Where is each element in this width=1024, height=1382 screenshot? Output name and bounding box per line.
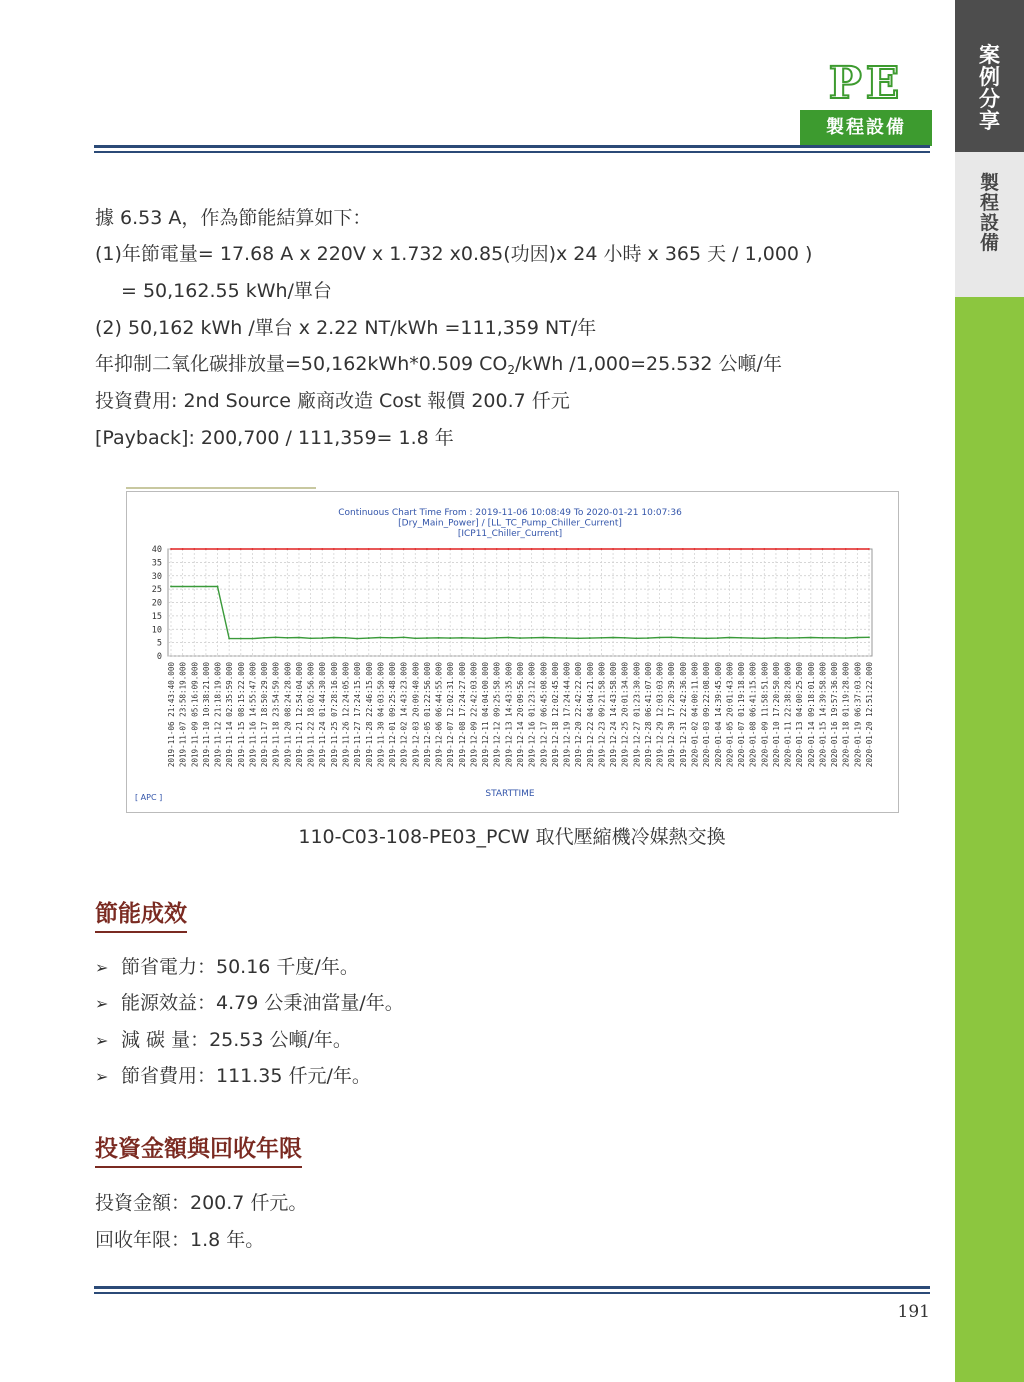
data-point	[566, 548, 568, 550]
data-point	[752, 637, 754, 639]
list-item: ➢ 節省電力：50.16 千度/年。	[95, 956, 359, 978]
data-point	[554, 637, 556, 639]
chart-title: Continuous Chart Time From : 2019-11-06 10:08:49 To 2020-01-21 10:07:36	[338, 508, 682, 518]
chart-caption: 110-C03-108-PE03_PCW 取代壓縮機冷媒熱交換	[298, 826, 726, 848]
data-point	[449, 548, 451, 550]
body-line-4: (2) 50,162 kWh /單台 x 2.22 NT/kWh =111,359 NT/年	[95, 317, 597, 339]
y-tick-label: 5	[156, 638, 162, 649]
data-point	[856, 548, 858, 550]
data-point	[694, 548, 696, 550]
x-tick-label: 2020-01-05 20:01:43.000	[725, 662, 735, 768]
x-tick-label: 2019-12-16 01:23:12.000	[527, 662, 537, 768]
data-point	[542, 637, 544, 639]
data-point	[670, 636, 672, 638]
x-tick-label: 2019-11-12 21:18:19.000	[213, 662, 223, 768]
x-tick-label: 2020-01-13 04:00:25.000	[795, 662, 805, 768]
data-point	[612, 637, 614, 639]
list-item: ➢ 減 碳 量：25.53 公噸/年。	[95, 1029, 352, 1051]
data-point	[635, 637, 637, 639]
payback-period: 回收年限：1.8 年。	[95, 1229, 265, 1251]
data-point	[426, 637, 428, 639]
data-point	[833, 637, 835, 639]
x-tick-label: 2019-11-24 01:44:30.000	[318, 662, 328, 768]
header-rule	[94, 145, 930, 148]
data-point	[461, 637, 463, 639]
data-point	[531, 637, 533, 639]
arrow-bullet-icon: ➢	[95, 1067, 109, 1086]
data-point	[647, 548, 649, 550]
list-item: ➢ 節省費用：111.35 仟元/年。	[95, 1065, 371, 1087]
chart-footer-label: [ APC ]	[135, 793, 163, 802]
body-line-6: 投資費用: 2nd Source 廠商改造 Cost 報價 200.7 仟元	[95, 390, 570, 412]
x-tick-label: 2020-01-18 01:19:28.000	[841, 662, 851, 768]
header-logo	[800, 58, 932, 144]
data-point	[659, 637, 661, 639]
data-point	[438, 548, 440, 550]
data-point	[356, 548, 358, 550]
data-point	[589, 548, 591, 550]
data-point	[659, 548, 661, 550]
data-point	[507, 637, 509, 639]
data-point	[624, 548, 626, 550]
data-point	[787, 637, 789, 639]
data-point	[414, 548, 416, 550]
investment-amount: 投資金額：200.7 仟元。	[95, 1192, 308, 1214]
x-tick-label: 2019-11-09 05:16:09.000	[190, 662, 200, 768]
body-line-2: (1)年節電量= 17.68 A x 220V x 1.732 x0.85(功因)x 24 小時 x 365 天 / 1,000 )	[95, 243, 813, 265]
data-point	[507, 548, 509, 550]
x-tick-label: 2019-12-18 12:02:45.000	[550, 662, 560, 768]
x-tick-label: 2020-01-19 06:37:03.000	[853, 662, 863, 768]
data-point	[682, 637, 684, 639]
x-tick-label: 2019-12-02 14:43:23.000	[399, 662, 409, 768]
x-tick-label: 2020-01-02 04:00:11.000	[690, 662, 700, 768]
data-point	[729, 637, 731, 639]
data-point	[298, 637, 300, 639]
x-tick-label: 2019-12-08 17:24:27.000	[457, 662, 467, 768]
x-tick-label: 2020-01-15 14:39:58.000	[818, 662, 828, 768]
data-point	[740, 548, 742, 550]
data-point	[554, 548, 556, 550]
data-point	[380, 548, 382, 550]
data-point	[635, 548, 637, 550]
y-tick-label: 0	[156, 652, 162, 662]
y-tick-label: 25	[151, 585, 162, 596]
data-point	[240, 548, 242, 550]
footer-rule	[94, 1286, 930, 1289]
data-point	[193, 548, 195, 550]
data-point	[368, 548, 370, 550]
data-point	[356, 638, 358, 640]
x-tick-label: 2019-12-13 14:43:35.000	[504, 662, 514, 768]
data-point	[403, 548, 405, 550]
data-point	[228, 548, 230, 550]
chart-title: [Dry_Main_Power] / [LL_TC_Pump_Chiller_Current]	[398, 518, 622, 529]
body-line-3: = 50,162.55 kWh/單台	[121, 280, 332, 302]
x-tick-label: 2019-12-24 14:43:58.000	[609, 662, 619, 768]
x-tick-label: 2019-12-29 12:03:03.000	[655, 662, 665, 768]
data-point	[403, 636, 405, 638]
x-tick-label: 2019-11-16 14:55:47.000	[248, 662, 258, 768]
data-point	[263, 548, 265, 550]
x-tick-label: 2019-11-14 02:35:59.000	[225, 662, 235, 768]
footer-rule-thin	[94, 1292, 930, 1294]
pe-logo: PE	[828, 58, 904, 109]
data-point	[426, 548, 428, 550]
x-tick-label: 2020-01-04 14:39:45.000	[713, 662, 723, 768]
data-point	[810, 548, 812, 550]
y-tick-label: 15	[151, 611, 162, 622]
x-tick-label: 2019-11-07 23:58:19.000	[178, 662, 188, 768]
data-point	[310, 548, 312, 550]
data-point	[484, 637, 486, 639]
x-tick-label: 2019-12-03 20:09:40.000	[411, 662, 421, 768]
data-point	[856, 637, 858, 639]
data-point	[601, 548, 603, 550]
body-line-1: 據 6.53 A，作為節能結算如下：	[95, 207, 372, 229]
x-tick-label: 2019-12-23 09:21:58.000	[597, 662, 607, 768]
x-tick-label: 2019-12-05 01:22:56.000	[422, 662, 432, 768]
data-point	[705, 548, 707, 550]
side-tab-category-label: 製 程 設 備	[979, 172, 999, 254]
data-point	[275, 548, 277, 550]
x-tick-label: 2019-11-22 18:02:56.000	[306, 662, 316, 768]
data-point	[286, 548, 288, 550]
data-point	[298, 548, 300, 550]
x-tick-label: 2019-12-06 06:44:55.000	[434, 662, 444, 768]
data-point	[624, 637, 626, 639]
x-axis-label: STARTTIME	[485, 789, 535, 799]
x-tick-label: 2020-01-08 06:41:15.000	[748, 662, 758, 768]
x-tick-label: 2019-11-18 23:54:59.000	[271, 662, 281, 768]
data-point	[170, 586, 172, 588]
data-point	[275, 636, 277, 638]
x-tick-label: 2019-11-30 04:03:50.000	[376, 662, 386, 768]
data-point	[182, 548, 184, 550]
x-tick-label: 2020-01-03 09:22:08.000	[702, 662, 712, 768]
data-point	[519, 637, 521, 639]
data-point	[705, 637, 707, 639]
data-point	[368, 637, 370, 639]
data-point	[717, 637, 719, 639]
section-title-energy-savings: 節能成效	[95, 895, 187, 933]
data-point	[833, 548, 835, 550]
data-point	[822, 637, 824, 639]
data-point	[822, 548, 824, 550]
data-point	[193, 586, 195, 588]
y-tick-label: 40	[151, 545, 162, 555]
page-number: 191	[897, 1302, 930, 1322]
data-point	[391, 637, 393, 639]
x-tick-label: 2020-01-20 12:51:22.000	[865, 662, 874, 768]
x-tick-label: 2019-12-25 20:01:34.000	[620, 662, 630, 768]
data-point	[810, 637, 812, 639]
arrow-bullet-icon: ➢	[95, 958, 109, 977]
data-point	[473, 637, 475, 639]
x-tick-label: 2020-01-11 22:38:28.000	[783, 662, 793, 768]
data-point	[868, 548, 870, 550]
x-tick-label: 2020-01-10 17:20:50.000	[771, 662, 781, 768]
data-point	[484, 548, 486, 550]
x-tick-label: 2019-11-28 22:46:15.000	[364, 662, 374, 768]
data-point	[519, 548, 521, 550]
x-tick-label: 2019-12-11 04:04:00.000	[481, 662, 491, 768]
x-tick-label: 2019-12-17 06:45:08.000	[539, 662, 549, 768]
x-tick-label: 2019-12-20 22:42:22.000	[574, 662, 584, 768]
data-point	[182, 586, 184, 588]
data-point	[670, 548, 672, 550]
data-point	[496, 637, 498, 639]
x-tick-label: 2019-11-27 17:24:15.000	[353, 662, 363, 768]
x-tick-label: 2019-11-25 07:28:16.000	[329, 662, 339, 768]
data-point	[775, 548, 777, 550]
data-point	[798, 637, 800, 639]
data-point	[473, 548, 475, 550]
data-point	[787, 548, 789, 550]
x-tick-label: 2020-01-14 09:18:01.000	[806, 662, 816, 768]
data-point	[217, 548, 219, 550]
x-tick-label: 2019-12-14 20:09:56.000	[516, 662, 525, 768]
x-tick-label: 2019-11-26 12:24:05.000	[341, 662, 351, 768]
x-tick-label: 2019-12-28 06:41:07.000	[643, 662, 653, 768]
data-point	[868, 636, 870, 638]
data-point	[752, 548, 754, 550]
arrow-bullet-icon: ➢	[95, 1031, 109, 1050]
x-tick-label: 2019-12-31 22:42:36.000	[678, 662, 688, 768]
chart-frame	[126, 491, 899, 813]
data-point	[345, 548, 347, 550]
data-point	[240, 638, 242, 640]
data-point	[286, 637, 288, 639]
data-point	[263, 637, 265, 639]
x-tick-label: 2020-01-07 01:19:18.000	[737, 662, 747, 768]
chart-title: [ICP11_Chiller_Current]	[457, 529, 563, 539]
data-point	[589, 637, 591, 639]
x-tick-label: 2019-12-27 01:23:30.000	[632, 662, 642, 768]
x-tick-label: 2019-11-20 08:24:28.000	[283, 662, 293, 768]
x-tick-label: 2019-11-06 21:43:40.000	[167, 662, 176, 768]
data-point	[531, 548, 533, 550]
x-tick-label: 2019-12-09 22:42:03.000	[469, 662, 479, 768]
x-tick-label: 2019-11-21 12:54:04.000	[294, 662, 304, 768]
data-point	[601, 637, 603, 639]
data-point	[333, 548, 335, 550]
data-point	[729, 548, 731, 550]
data-point	[577, 548, 579, 550]
data-point	[694, 637, 696, 639]
section-title-investment: 投資金額與回收年限	[95, 1130, 302, 1168]
header-tag: 製程設備	[800, 110, 932, 146]
data-point	[682, 548, 684, 550]
data-point	[252, 638, 254, 640]
data-point	[647, 637, 649, 639]
data-point	[414, 637, 416, 639]
y-tick-label: 10	[151, 625, 162, 636]
data-point	[205, 548, 207, 550]
data-point	[577, 637, 579, 639]
line-chart	[127, 492, 898, 812]
data-point	[345, 637, 347, 639]
x-tick-label: 2019-12-12 09:25:58.000	[492, 662, 502, 768]
data-point	[217, 586, 219, 588]
arrow-bullet-icon: ➢	[95, 994, 109, 1013]
data-point	[333, 637, 335, 639]
data-point	[321, 637, 323, 639]
header-rule-thin	[94, 151, 930, 153]
y-tick-label: 30	[151, 571, 162, 582]
data-point	[438, 637, 440, 639]
x-tick-label: 2019-12-01 09:25:48.000	[388, 662, 398, 768]
x-tick-label: 2019-11-15 08:15:22.000	[236, 662, 246, 768]
data-point	[380, 637, 382, 639]
data-point	[740, 637, 742, 639]
data-point	[205, 586, 207, 588]
x-tick-label: 2020-01-09 11:58:51.000	[760, 662, 770, 768]
data-point	[717, 548, 719, 550]
data-point	[542, 548, 544, 550]
x-tick-label: 2020-01-16 19:57:36.000	[830, 662, 840, 768]
data-point	[449, 637, 451, 639]
data-point	[798, 548, 800, 550]
side-tab-section-label: 案 例 分 享	[979, 43, 1000, 134]
x-tick-label: 2019-11-10 10:38:21.000	[201, 662, 211, 768]
data-point	[228, 638, 230, 640]
data-point	[496, 548, 498, 550]
data-point	[321, 548, 323, 550]
y-tick-label: 35	[151, 558, 162, 569]
data-point	[612, 548, 614, 550]
x-tick-label: 2019-12-22 04:04:21.000	[585, 662, 595, 768]
data-point	[566, 637, 568, 639]
data-point	[763, 637, 765, 639]
data-point	[391, 548, 393, 550]
data-point	[461, 548, 463, 550]
body-line-7: [Payback]: 200,700 / 111,359= 1.8 年	[95, 427, 454, 449]
data-point	[252, 548, 254, 550]
x-tick-label: 2019-12-19 17:24:44.000	[562, 662, 572, 768]
x-tick-label: 2019-11-17 18:50:29.000	[260, 662, 270, 768]
x-tick-label: 2019-12-07 12:02:31.000	[446, 662, 456, 768]
x-tick-label: 2019-12-30 17:20:39.000	[667, 662, 677, 768]
y-tick-label: 20	[151, 598, 162, 609]
list-item: ➢ 能源效益：4.79 公秉油當量/年。	[95, 992, 404, 1014]
data-point	[845, 637, 847, 639]
data-point	[310, 637, 312, 639]
chart-tab-line	[126, 487, 316, 489]
data-point	[775, 637, 777, 639]
co2-line: 年抑制二氧化碳排放量=50,162kWh*0.509 $CO_2$/kWh /1,000=25.532 公噸/年	[95, 353, 782, 377]
data-point	[170, 548, 172, 550]
data-point	[845, 548, 847, 550]
data-point	[763, 548, 765, 550]
